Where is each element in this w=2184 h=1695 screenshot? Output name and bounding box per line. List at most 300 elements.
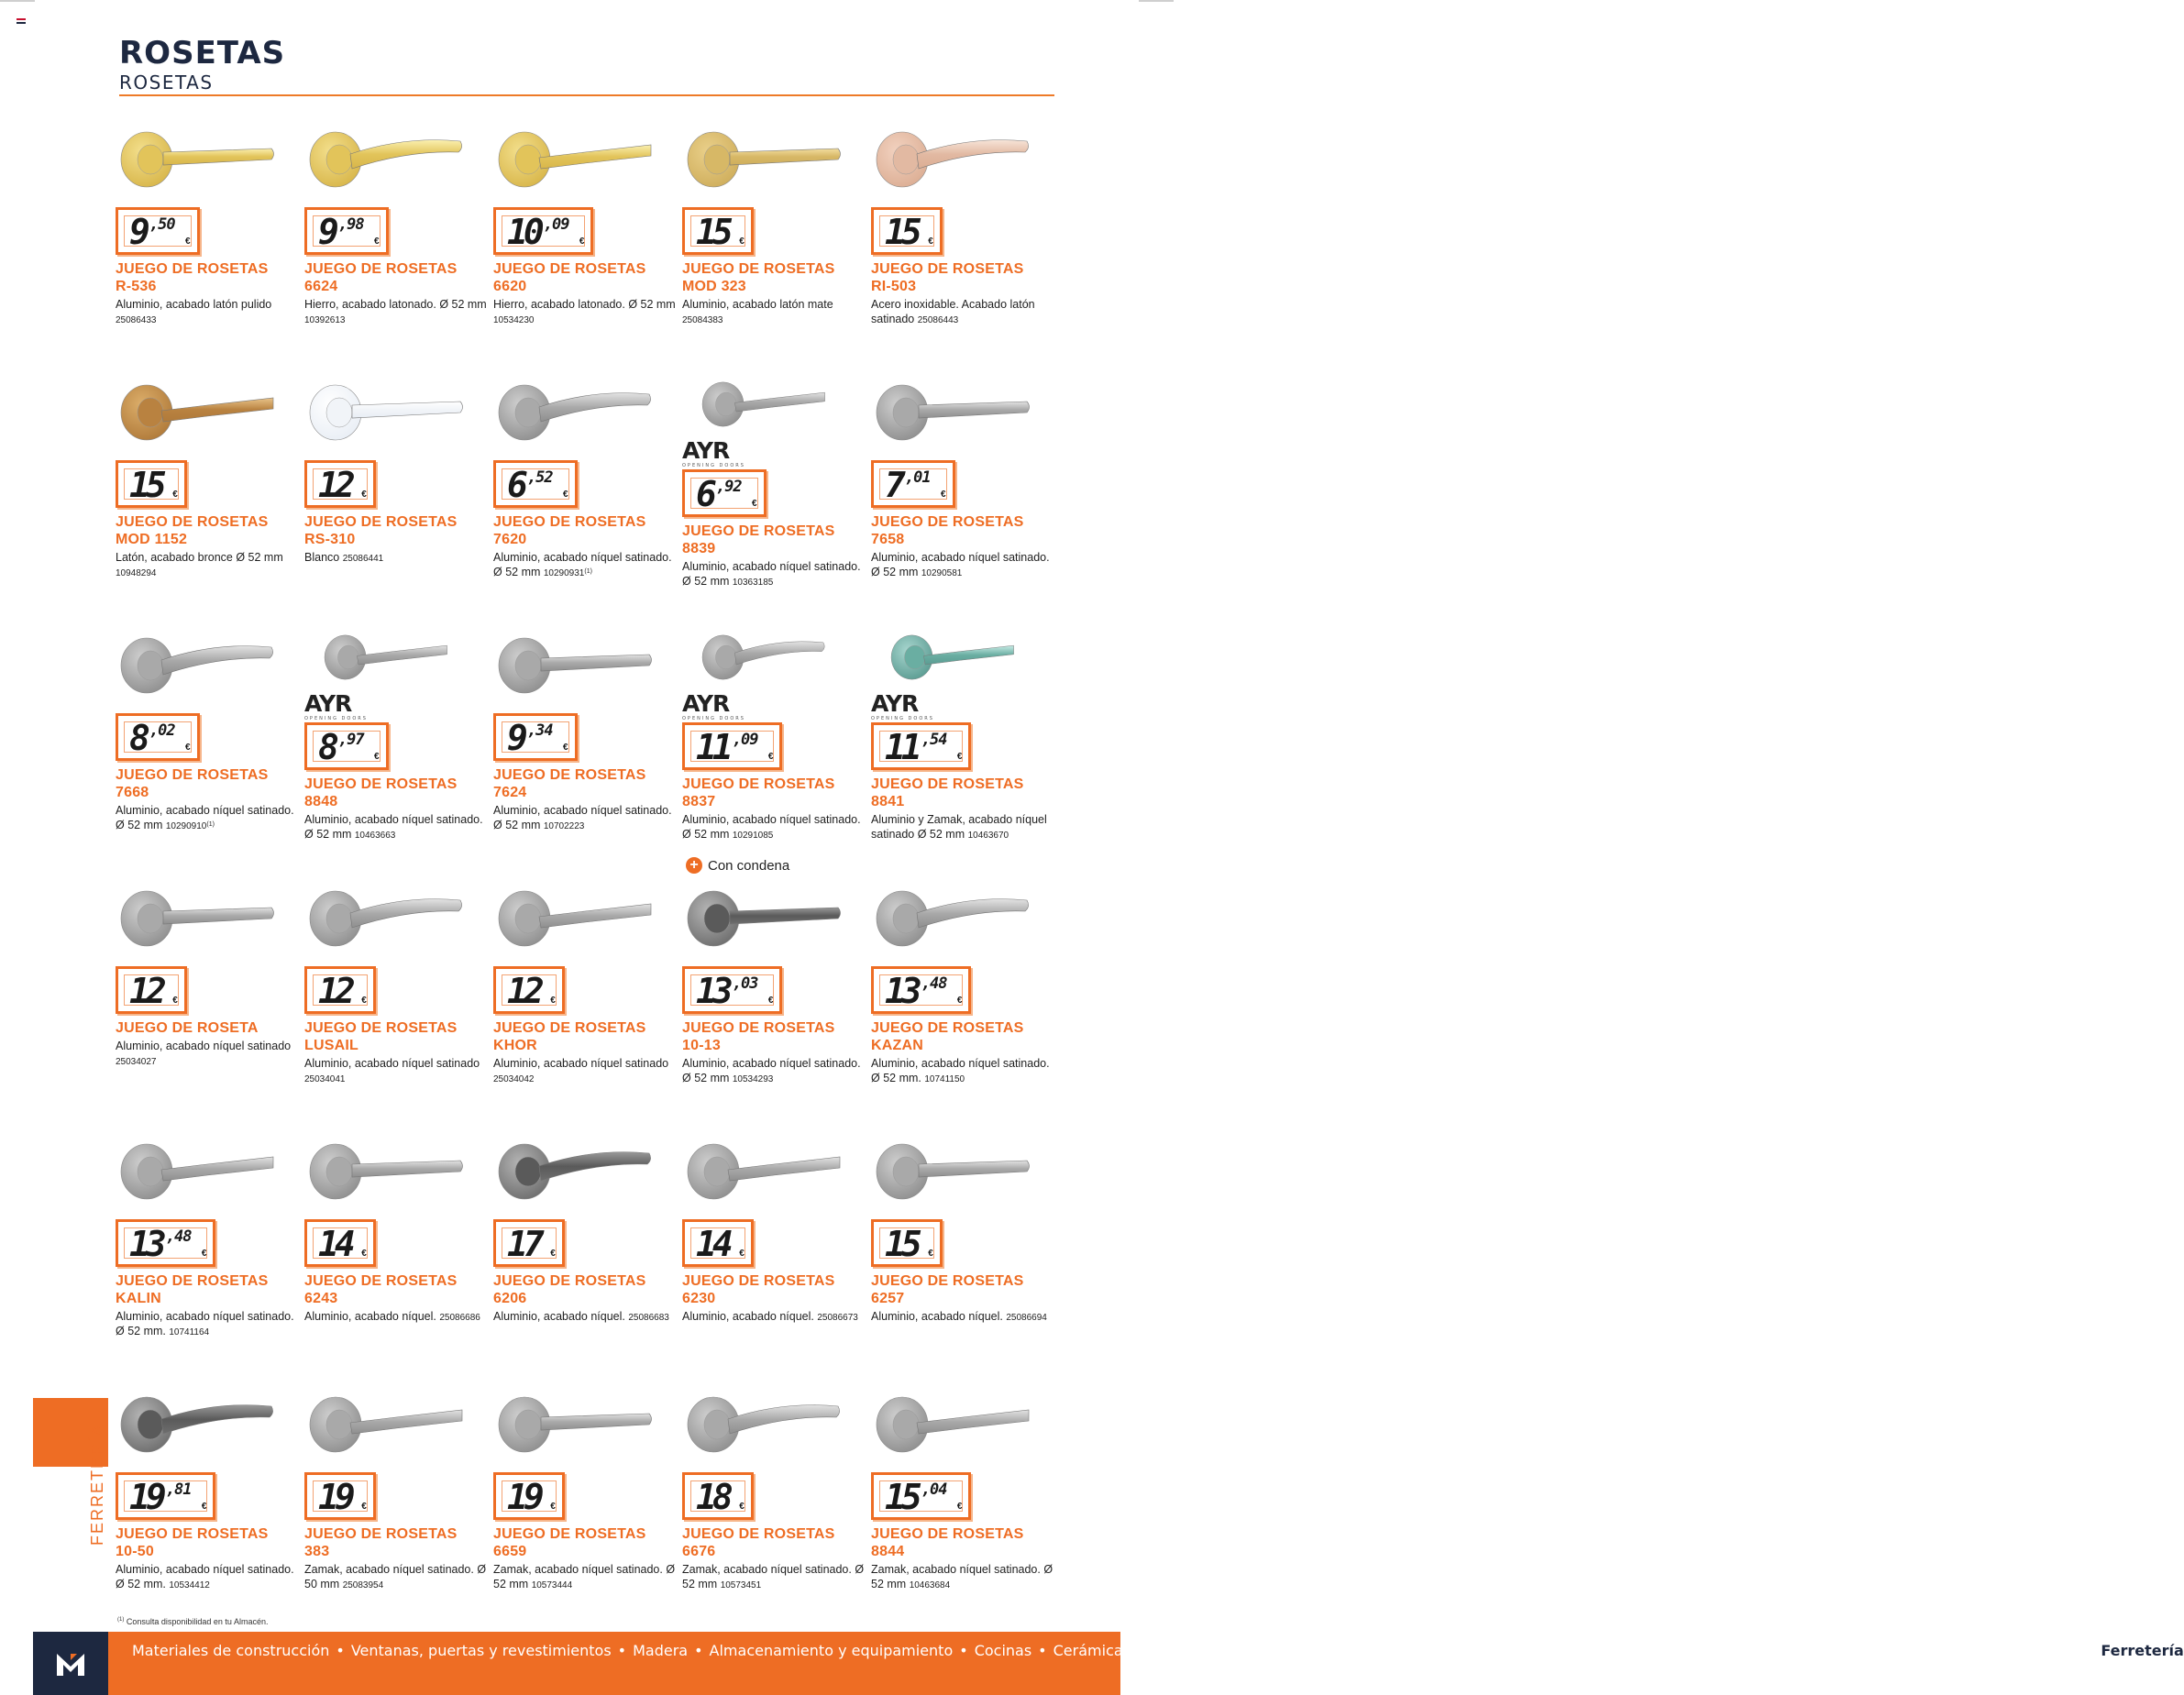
product-model[interactable]: 7668 (116, 785, 149, 800)
door-handle-icon (871, 117, 1032, 202)
product-model[interactable]: 8844 (871, 1544, 905, 1559)
product-card[interactable] (493, 1382, 682, 1635)
price-tag (682, 966, 782, 1014)
product-card[interactable] (116, 1382, 304, 1635)
footer-categories (132, 1641, 2184, 1661)
brand-tagline: OPENING DOORS (871, 716, 934, 721)
product-model[interactable]: RS-310 (304, 532, 356, 547)
product-name[interactable]: JUEGO DE ROSETAS (682, 1273, 835, 1289)
product-image[interactable] (871, 370, 1032, 455)
description-text: Aluminio, acabado níquel satinado (116, 1040, 292, 1052)
product-image[interactable] (493, 623, 655, 708)
price-decimals: ,34 (526, 721, 553, 740)
ayr-brand-logo (871, 690, 1054, 721)
product-card[interactable] (116, 623, 304, 876)
description-text: Aluminio, acabado níquel satinado (493, 1057, 669, 1070)
product-image[interactable] (116, 370, 277, 455)
price-tag (682, 1219, 754, 1267)
product-reference: 25086683 (628, 1313, 669, 1323)
bullet-separator: • (1369, 1642, 1378, 1659)
product-model[interactable]: KHOR (493, 1038, 537, 1053)
bullet-separator: • (1269, 1642, 1278, 1659)
page-header (119, 35, 1054, 94)
product-card[interactable] (682, 117, 871, 370)
product-name[interactable]: JUEGO DE ROSETAS 8837 (682, 776, 835, 809)
product-description (871, 1562, 1054, 1593)
product-reference: 10463670 (967, 831, 1009, 841)
product-name[interactable]: JUEGO DE ROSETAS (871, 1273, 1024, 1289)
footnote-reference: (1) (584, 568, 592, 575)
product-card[interactable] (493, 623, 682, 876)
price-integer: 10 (507, 212, 540, 252)
product-card[interactable] (304, 117, 493, 370)
bullet-separator: • (617, 1642, 627, 1659)
product-image[interactable] (682, 117, 844, 202)
door-handle-icon (493, 117, 655, 202)
door-handle-icon (493, 876, 655, 961)
product-description (493, 550, 677, 581)
price-tag (682, 469, 767, 517)
product-name[interactable]: JUEGO DE ROSETAS (493, 261, 646, 277)
footer-category-link[interactable]: Climatización (1490, 1642, 1590, 1659)
euro-icon: € (563, 743, 568, 753)
euro-icon: € (956, 996, 963, 1006)
footer-category-link[interactable]: Ventanas, puertas y revestimientos (350, 1642, 612, 1659)
product-model[interactable]: 7620 (493, 532, 527, 547)
product-image[interactable] (304, 370, 466, 455)
footer-category-link[interactable]: Almacenamiento y equipamiento (709, 1642, 954, 1659)
euro-icon: € (739, 237, 745, 247)
product-reference: 25083954 (342, 1580, 384, 1590)
euro-icon: € (185, 743, 191, 753)
description-text: Aluminio, acabado níquel. (304, 1310, 440, 1323)
product-image[interactable] (871, 876, 1032, 961)
product-image[interactable] (493, 1382, 655, 1467)
euro-icon: € (739, 1502, 745, 1512)
product-name[interactable]: JUEGO DE ROSETAS (871, 514, 1024, 530)
door-handle-icon (304, 1382, 466, 1467)
product-name[interactable]: JUEGO DE ROSETAS (116, 1526, 269, 1542)
product-reference: 10702223 (543, 821, 585, 831)
product-name[interactable]: JUEGO DE ROSETAS (116, 261, 269, 277)
euro-icon: € (928, 237, 933, 247)
bullet-separator: • (1202, 1642, 1212, 1659)
price-tag (871, 722, 971, 770)
product-image[interactable] (304, 117, 466, 202)
door-handle-icon (116, 1382, 277, 1467)
footer-category-link[interactable]: Madera (633, 1642, 689, 1659)
ayr-brand-logo (682, 437, 866, 468)
footer-category-link[interactable]: Fontanería (1284, 1642, 1363, 1659)
product-image[interactable] (116, 876, 277, 961)
product-card[interactable] (682, 370, 871, 623)
product-description (304, 1309, 488, 1326)
product-model[interactable]: 6676 (682, 1544, 716, 1559)
product-name[interactable]: JUEGO DE ROSETAS (304, 1020, 458, 1036)
price-integer: 15 (885, 1224, 918, 1264)
description-text: Aluminio, acabado níquel satinado. Ø 52 mm. (116, 1310, 294, 1337)
product-card[interactable] (493, 117, 682, 370)
product-name[interactable]: JUEGO DE ROSETAS 8839 (682, 523, 835, 556)
product-card[interactable] (871, 117, 1060, 370)
description-text: Blanco (304, 551, 343, 564)
product-model[interactable]: LUSAIL (304, 1038, 358, 1053)
brand-logo-icon[interactable] (33, 1632, 108, 1695)
price-integer: 13 (885, 971, 918, 1011)
product-description (116, 1309, 299, 1340)
product-card[interactable] (493, 1129, 682, 1382)
door-handle-icon (116, 623, 277, 708)
price-decimals: ,52 (526, 468, 553, 487)
product-reference: 25086441 (342, 554, 384, 564)
product-image[interactable] (682, 370, 844, 438)
product-reference: 10363185 (732, 578, 774, 588)
product-reference: 10290931 (543, 568, 585, 578)
product-description (304, 297, 488, 328)
product-name[interactable]: JUEGO DE ROSETAS 8848 (304, 776, 458, 809)
product-description (116, 1562, 299, 1593)
euro-icon: € (361, 996, 367, 1006)
description-text: Hierro, acabado latonado. Ø 52 mm (493, 298, 676, 311)
product-card[interactable] (682, 876, 871, 1129)
product-image[interactable] (493, 370, 655, 455)
product-image[interactable] (493, 1129, 655, 1214)
price-tag (493, 207, 593, 255)
product-image[interactable] (116, 623, 277, 708)
product-image[interactable] (116, 1382, 277, 1467)
footer-category-link[interactable]: Energía renovable (1610, 1642, 1745, 1659)
product-reference: 10534230 (493, 315, 535, 325)
price-tag (871, 1472, 971, 1520)
footer-category-link[interactable]: Materiales de construcción (132, 1642, 330, 1659)
description-text: Aluminio, acabado níquel satinado. Ø 52 mm. (871, 1057, 1050, 1084)
product-description (116, 550, 299, 581)
product-reference: 25034041 (304, 1074, 346, 1084)
product-reference: 10741150 (924, 1074, 965, 1084)
description-text: Aluminio, acabado níquel satinado. Ø 52 mm (682, 813, 861, 841)
door-handle-icon (871, 370, 1032, 455)
price-integer: 19 (129, 1477, 162, 1517)
product-description (493, 803, 677, 834)
product-name[interactable]: JUEGO DE ROSETAS (304, 1273, 458, 1289)
description-text: Aluminio, acabado níquel satinado (304, 1057, 480, 1070)
bullet-separator: • (694, 1642, 703, 1659)
description-text: Hierro, acabado latonado. Ø 52 mm (304, 298, 487, 311)
euro-icon: € (361, 490, 367, 500)
price-decimals: ,48 (921, 974, 947, 993)
product-card[interactable] (493, 370, 682, 623)
product-model[interactable]: 6243 (304, 1291, 338, 1306)
door-handle-icon (304, 1129, 466, 1214)
product-card[interactable] (304, 370, 493, 623)
product-card[interactable] (304, 1129, 493, 1382)
description-text: Aluminio, acabado níquel satinado. Ø 52 mm (682, 1057, 861, 1084)
euro-icon: € (185, 237, 191, 247)
price-tag (871, 207, 943, 255)
product-card[interactable] (682, 623, 871, 876)
product-card[interactable] (871, 1382, 1060, 1635)
price-tag (871, 460, 955, 508)
bullet-separator: • (959, 1642, 968, 1659)
product-card[interactable] (682, 1382, 871, 1635)
door-handle-icon (116, 370, 277, 455)
product-image[interactable] (682, 623, 844, 691)
description-text: Aluminio, acabado níquel. (871, 1310, 1007, 1323)
product-image[interactable] (304, 1129, 466, 1214)
product-model[interactable]: 10-13 (682, 1038, 721, 1053)
footnote-reference: (1) (206, 821, 215, 828)
product-description (116, 1039, 299, 1070)
door-handle-icon (116, 117, 277, 202)
product-description (871, 812, 1054, 843)
product-description (682, 1309, 866, 1326)
product-description (493, 1056, 677, 1087)
product-model[interactable]: R-536 (116, 279, 157, 294)
product-image[interactable] (116, 1129, 277, 1214)
footer-category-link[interactable]: Pintura (1144, 1642, 1197, 1659)
description-text: Acero inoxidable. Acabado latón satinado (871, 298, 1035, 325)
product-name[interactable]: JUEGO DE ROSETAS (304, 261, 458, 277)
footnote (117, 1617, 268, 1626)
description-text: Aluminio, acabado níquel satinado. Ø 52 mm (493, 551, 672, 578)
door-handle-icon (493, 370, 655, 455)
product-model[interactable]: 6257 (871, 1291, 905, 1306)
product-model[interactable]: RI-503 (871, 279, 917, 294)
product-name[interactable]: JUEGO DE ROSETAS (116, 767, 269, 783)
product-name[interactable]: JUEGO DE ROSETAS (682, 261, 835, 277)
price-integer: 14 (696, 1224, 729, 1264)
bullet-separator: • (1475, 1642, 1484, 1659)
product-image[interactable] (116, 117, 277, 202)
product-reference: 10948294 (116, 568, 157, 578)
product-model[interactable]: KALIN (116, 1291, 161, 1306)
product-image[interactable] (304, 623, 466, 691)
product-name[interactable]: JUEGO DE ROSETAS (493, 514, 646, 530)
door-handle-icon (871, 1382, 1032, 1467)
product-name[interactable]: JUEGO DE ROSETAS (304, 1526, 458, 1542)
section-label: FERRETERÍA (88, 1422, 106, 1546)
description-text: Aluminio, acabado níquel. (493, 1310, 629, 1323)
product-name[interactable]: JUEGO DE ROSETAS (682, 1526, 835, 1542)
price-integer: 19 (318, 1477, 351, 1517)
product-model[interactable]: 7624 (493, 785, 527, 800)
product-image[interactable] (682, 1382, 844, 1467)
product-name[interactable]: JUEGO DE ROSETAS (871, 1020, 1024, 1036)
product-reference: 25034027 (116, 1057, 157, 1067)
price-decimals: ,02 (149, 721, 175, 740)
euro-icon: € (956, 752, 963, 762)
door-handle-icon (871, 1129, 1032, 1214)
price-tag (116, 1219, 215, 1267)
footer-category-link[interactable]: Cerámica (1053, 1642, 1123, 1659)
price-integer: 12 (129, 971, 162, 1011)
product-card[interactable] (493, 876, 682, 1129)
product-reference: 10392613 (304, 315, 346, 325)
door-handle-icon (304, 623, 466, 691)
footer-category-link[interactable]: Ferretería (2101, 1642, 2184, 1659)
price-decimals: ,01 (904, 468, 931, 487)
euro-icon: € (550, 996, 556, 1006)
price-integer: 6 (696, 474, 712, 514)
description-text: Aluminio, acabado níquel satinado. Ø 52 mm (116, 804, 294, 831)
product-card[interactable] (304, 1382, 493, 1635)
product-image[interactable] (493, 117, 655, 202)
price-integer: 12 (507, 971, 540, 1011)
price-integer: 13 (696, 971, 729, 1011)
product-name[interactable]: JUEGO DE ROSETAS (493, 1273, 646, 1289)
door-handle-icon (116, 1129, 277, 1214)
euro-icon: € (579, 237, 585, 247)
price-integer: 15 (696, 212, 729, 252)
price-decimals: ,92 (715, 478, 742, 496)
price-tag (493, 1219, 565, 1267)
product-model[interactable]: MOD 323 (682, 279, 746, 294)
brand-name: AYR (871, 690, 919, 717)
door-handle-icon (682, 1382, 844, 1467)
price-tag (304, 207, 389, 255)
footer-category-link[interactable]: Herramientas (1979, 1642, 2079, 1659)
price-integer: 18 (696, 1477, 729, 1517)
product-reference: 25086443 (917, 315, 959, 325)
product-name[interactable]: JUEGO DE ROSETAS (116, 1273, 269, 1289)
door-handle-icon (493, 1129, 655, 1214)
price-tag (682, 207, 754, 255)
product-card[interactable] (116, 876, 304, 1129)
door-handle-icon (493, 1382, 655, 1467)
door-handle-icon (493, 623, 655, 708)
product-reference: 25086673 (817, 1313, 858, 1323)
product-image[interactable] (304, 1382, 466, 1467)
product-card[interactable] (304, 876, 493, 1129)
product-description (304, 812, 488, 843)
product-name[interactable]: JUEGO DE ROSETAS (304, 514, 458, 530)
euro-icon: € (201, 1249, 207, 1259)
product-model[interactable]: 7658 (871, 532, 905, 547)
euro-icon: € (739, 1249, 745, 1259)
product-reference: 25086694 (1006, 1313, 1047, 1323)
price-tag (304, 1472, 376, 1520)
euro-icon: € (767, 752, 774, 762)
euro-icon: € (374, 237, 380, 247)
price-integer: 9 (318, 212, 335, 252)
euro-icon: € (928, 1249, 933, 1259)
price-tag (682, 722, 782, 770)
price-integer: 9 (129, 212, 146, 252)
price-integer: 13 (129, 1224, 162, 1264)
product-name[interactable]: JUEGO DE ROSETA (116, 1020, 259, 1036)
product-card[interactable] (304, 623, 493, 876)
product-image[interactable] (871, 623, 1032, 691)
product-model[interactable]: 6659 (493, 1544, 527, 1559)
description-text: Aluminio, acabado níquel. (682, 1310, 818, 1323)
product-name[interactable]: JUEGO DE ROSETAS 8841 (871, 776, 1024, 809)
product-card[interactable] (871, 876, 1060, 1129)
price-decimals: ,04 (921, 1480, 947, 1499)
product-name[interactable]: JUEGO DE ROSETAS (493, 767, 646, 783)
product-card[interactable] (116, 1129, 304, 1382)
footer-category-link[interactable]: Cocinas (974, 1642, 1032, 1659)
price-tag (116, 966, 187, 1014)
euro-icon: € (201, 1502, 207, 1512)
product-image[interactable] (871, 1382, 1032, 1467)
price-decimals: ,09 (543, 215, 569, 234)
product-reference: 10290910 (165, 821, 207, 831)
ayr-brand-logo (304, 690, 488, 721)
product-name[interactable]: JUEGO DE ROSETAS (871, 1526, 1024, 1542)
price-integer: 11 (885, 727, 918, 767)
product-card[interactable] (682, 1129, 871, 1382)
product-reference: 10573444 (531, 1580, 573, 1590)
footer-category-link[interactable]: Iluminación (1873, 1642, 1958, 1659)
product-description (682, 1562, 866, 1593)
price-tag (116, 713, 200, 761)
product-card[interactable] (871, 1129, 1060, 1382)
euro-icon: € (752, 499, 757, 509)
product-model[interactable]: 383 (304, 1544, 330, 1559)
product-model[interactable]: 10-50 (116, 1544, 154, 1559)
product-reference: 10534412 (169, 1580, 210, 1590)
bullet-separator: • (1038, 1642, 1047, 1659)
product-reference: 10463663 (354, 831, 396, 841)
product-card[interactable] (116, 370, 304, 623)
page-subtitle: ROSETAS (119, 72, 214, 94)
description-text: Aluminio, acabado níquel satinado. Ø 52 mm (304, 813, 483, 841)
product-description (304, 1056, 488, 1087)
footer-category-link[interactable]: Baños (1218, 1642, 1263, 1659)
product-description (871, 297, 1054, 328)
product-image[interactable] (304, 876, 466, 961)
product-name[interactable]: JUEGO DE ROSETAS (493, 1526, 646, 1542)
product-card[interactable] (116, 117, 304, 370)
product-model[interactable]: KAZAN (871, 1038, 923, 1053)
product-model[interactable]: 6624 (304, 279, 338, 294)
product-card[interactable] (871, 623, 1060, 876)
product-image[interactable] (493, 876, 655, 961)
price-integer: 8 (129, 718, 146, 758)
price-tag (116, 460, 187, 508)
product-description (493, 1309, 677, 1326)
product-reference: 25084383 (682, 315, 723, 325)
product-name[interactable]: JUEGO DE ROSETAS (116, 514, 269, 530)
product-image[interactable] (871, 117, 1032, 202)
product-card[interactable] (871, 370, 1060, 623)
footer-category-link[interactable]: Electricidad (1765, 1642, 1852, 1659)
product-model[interactable]: 6206 (493, 1291, 527, 1306)
price-tag (871, 966, 971, 1014)
product-name[interactable]: JUEGO DE ROSETAS (493, 1020, 646, 1036)
description-text: Aluminio, acabado níquel satinado. Ø 52 mm (682, 560, 861, 588)
product-image[interactable] (682, 1129, 844, 1214)
price-integer: 14 (318, 1224, 351, 1264)
door-handle-icon (304, 876, 466, 961)
product-name[interactable]: JUEGO DE ROSETAS (682, 1020, 835, 1036)
euro-icon: € (172, 996, 178, 1006)
crop-mark-right (1139, 0, 1174, 2)
product-name[interactable]: JUEGO DE ROSETAS (871, 261, 1024, 277)
product-image[interactable] (871, 1129, 1032, 1214)
product-description (871, 1056, 1054, 1087)
brand-tagline: OPENING DOORS (682, 463, 745, 468)
footer-category-link[interactable]: Calefacción (1384, 1642, 1470, 1659)
price-decimals: ,81 (165, 1480, 192, 1499)
product-model[interactable]: 6620 (493, 279, 527, 294)
brand-tagline: OPENING DOORS (682, 716, 745, 721)
product-description (682, 1056, 866, 1087)
price-tag (116, 1472, 215, 1520)
product-image[interactable] (682, 876, 844, 961)
product-model[interactable]: MOD 1152 (116, 532, 188, 547)
product-model[interactable]: 6230 (682, 1291, 716, 1306)
